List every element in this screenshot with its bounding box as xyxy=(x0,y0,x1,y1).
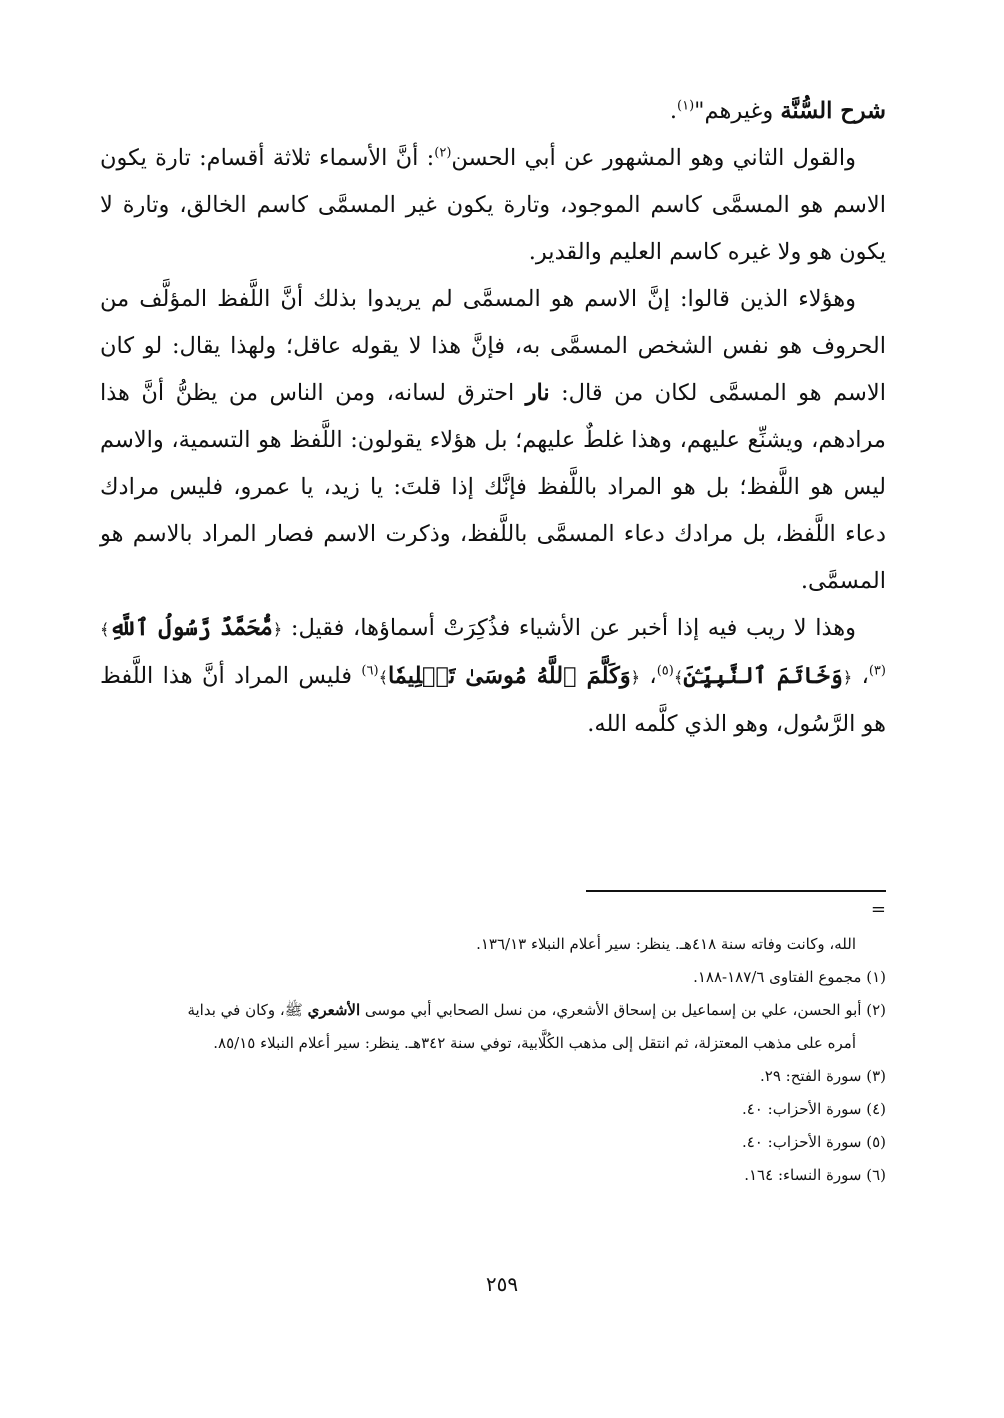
quran-bracket-open: ﴿ xyxy=(272,620,283,639)
footnote-text: سورة النساء: ١٦٤. xyxy=(744,1166,867,1184)
footnote-1 xyxy=(100,961,886,994)
paragraph-2 xyxy=(100,276,886,605)
footnote-number: (٣) xyxy=(866,1067,886,1085)
quran-bracket-close: ﴾ xyxy=(673,668,684,687)
footnote-text: ﷺ، وكان في بداية xyxy=(187,1001,308,1019)
footnote-ref-2[interactable]: (٢) xyxy=(434,145,452,161)
quran-bracket-close: ﴾ xyxy=(378,668,388,687)
p0-text: وغيرهم" xyxy=(694,98,781,124)
quran-verse-1: مُّحَمَّدٌ رَّسُولُ ٱللَّهِ xyxy=(109,615,273,641)
paragraph-1 xyxy=(100,135,886,276)
footnotes xyxy=(100,928,886,1192)
comma: ، xyxy=(640,663,657,689)
quran-verse-2: وَخَاتَمَ ٱلنَّبِيِّـۧنَ xyxy=(683,663,843,689)
footnote-6 xyxy=(100,1159,886,1192)
footnote-number: (٥) xyxy=(866,1133,886,1151)
footnote-text: سورة الأحزاب: ٤٠. xyxy=(741,1100,867,1118)
footnote-continuation xyxy=(100,928,886,961)
footnote-3 xyxy=(100,1060,886,1093)
footnote-5 xyxy=(100,1126,886,1159)
footnote-text: مجموع الفتاوى ١٨٧/٦-١٨٨. xyxy=(693,968,867,986)
footnote-number: (٢) xyxy=(866,1001,886,1019)
paragraph-0 xyxy=(100,88,886,135)
footnote-continuation-mark: = xyxy=(870,899,886,920)
footnote-text: سورة الأحزاب: ٤٠. xyxy=(741,1133,867,1151)
quran-bracket-open: ﴿ xyxy=(630,668,641,687)
paragraph-3 xyxy=(100,605,886,748)
page-number: ٢٥٩ xyxy=(485,1272,519,1296)
book-title: شرح السُّنَّة xyxy=(780,98,886,124)
footnote-number: (٦) xyxy=(866,1166,886,1184)
p3-text-a: وهذا لا ريب فيه إذا أخبر عن الأشياء فذُكِرَتْ أسماؤها، فقيل: xyxy=(282,615,856,641)
p1-text-b: : أنَّ الأسماء ثلاثة أقسام: تارة يكون الاسم هو المسمَّى كاسم الموجود، وتارة يكون غير المسمَّى كاسم الخالق، وتارة لا يكون هو ولا غيره كاسم العليم والقدير. xyxy=(100,145,886,265)
main-text xyxy=(100,88,886,748)
footnote-ref-6[interactable]: (٦) xyxy=(361,663,379,679)
footnote-number: (٤) xyxy=(866,1100,886,1118)
p3-text-b: فليس المراد أنَّ هذا اللَّفظ هو الرَّسُول، وهو الذي كلَّمه الله. xyxy=(100,663,886,737)
footnote-separator xyxy=(586,890,886,892)
quran-bracket-close: ﴾ xyxy=(100,620,110,639)
footnote-bold: الأشعري xyxy=(307,1001,361,1019)
footnote-2 xyxy=(100,994,886,1060)
footnote-ref-3[interactable]: (٣) xyxy=(868,663,886,679)
p2-text-b: احترق لسانه، ومن الناس من يظنُّ أنَّ هذا مرادهم، ويشنِّع عليهم، وهذا غلطٌ عليهم؛ بل هؤلاء يقولون: اللَّفظ هو التسمية، والاسم ليس هو اللَّفظ؛ بل هو المراد باللَّفظ فإنَّك إذا قلتَ: يا زيد، يا عمرو، فليس مرادك دعاء اللَّفظ، بل مرادك دعاء المسمَّى باللَّفظ، وذكرت الاسم فصار المراد بالاسم هو المسمَّى. xyxy=(100,380,886,594)
footnote-number: (١) xyxy=(866,968,886,986)
p0-end: . xyxy=(669,98,678,124)
bold-word-nar: نار xyxy=(525,380,550,406)
footnote-text: أبو الحسن، علي بن إسماعيل بن إسحاق الأشعري، من نسل الصحابي أبي موسى xyxy=(360,1001,867,1019)
footnote-4 xyxy=(100,1093,886,1126)
continuation-text: الله، وكانت وفاته سنة ٤١٨هـ. ينظر: سير أعلام النبلاء ١٣٦/١٣. xyxy=(476,935,856,953)
quran-verse-3: وَكَلَّمَ ٱللَّهُ مُوسَىٰ تَكۡلِيمٗا xyxy=(387,663,631,689)
footnote-ref-5[interactable]: (٥) xyxy=(656,663,674,679)
quran-bracket-open: ﴿ xyxy=(842,668,853,687)
p2-text-a: وهؤلاء الذين قالوا: إنَّ الاسم هو المسمَّى لم يريدوا بذلك أنَّ اللَّفظ المؤلَّف من الحروف هو نفس الشخص المسمَّى به، فإنَّ هذا لا يقوله عاقل؛ ولهذا يقال: لو كان الاسم هو المسمَّى لكان من قال: xyxy=(100,286,886,406)
footnote-ref-1[interactable]: (١) xyxy=(677,98,695,114)
footnote-text-continued: أمره على مذهب المعتزلة، ثم انتقل إلى مذهب الكُلَّابية، توفي سنة ٣٤٢هـ. ينظر: سير أعلام النبلاء ٨٥/١٥. xyxy=(213,1034,856,1052)
comma: ، xyxy=(852,663,869,689)
p1-text-a: والقول الثاني وهو المشهور عن أبي الحسن xyxy=(451,145,857,171)
footnote-text: سورة الفتح: ٢٩. xyxy=(760,1067,867,1085)
